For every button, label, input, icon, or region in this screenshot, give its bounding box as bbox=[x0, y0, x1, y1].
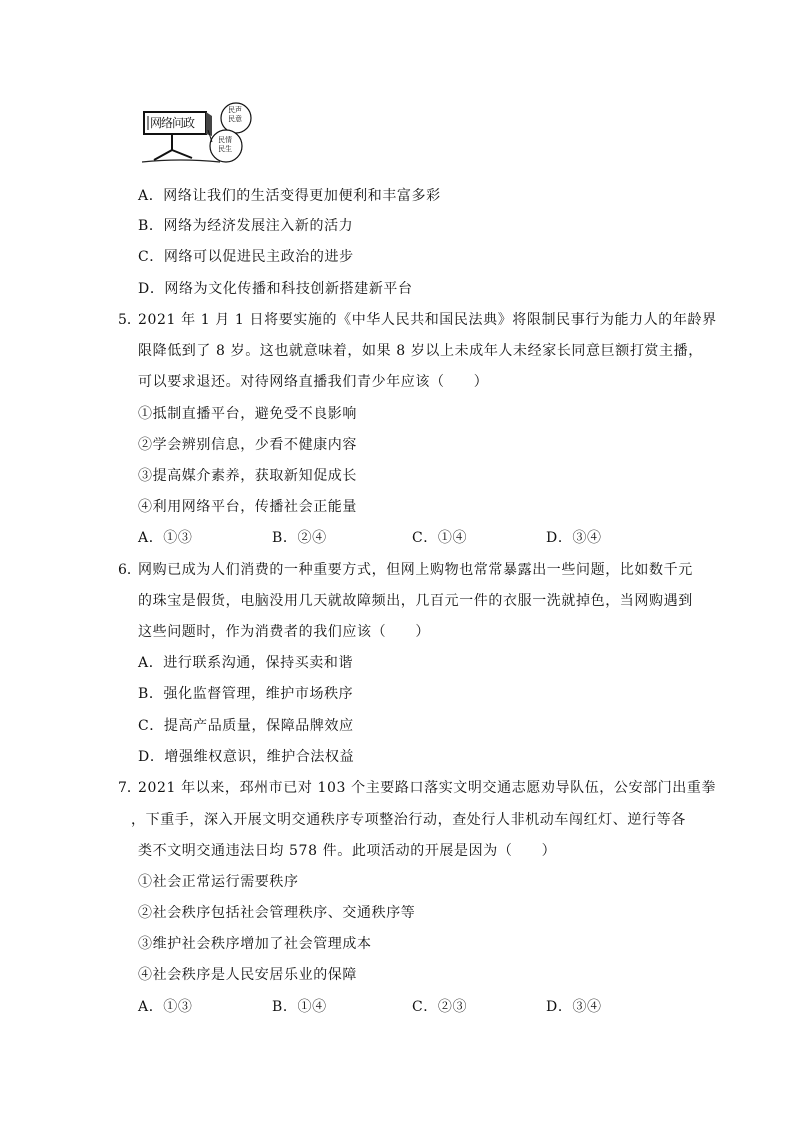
statement-2: ②社会秩序包括社会管理秩序、交通秩序等 bbox=[138, 905, 416, 921]
statement-4: ④利用网络平台，传播社会正能量 bbox=[138, 499, 357, 515]
question-text: ，下重手，深入开展文明交通秩序专项整治行动，查处行人非机动车闯红灯、逆行等各 bbox=[131, 812, 686, 828]
statement-2: ②学会辨别信息，少看不健康内容 bbox=[138, 437, 357, 453]
choice-d: D．③④ bbox=[546, 999, 602, 1015]
question-text: 的珠宝是假货，电脑没用几天就故障频出，几百元一件的衣服一洗就掉色，当网购遇到 bbox=[138, 593, 693, 609]
option-c: C．提高产品质量，保障品牌效应 bbox=[138, 718, 354, 734]
choice-b: B．②④ bbox=[272, 530, 327, 546]
option-b: B．强化监督管理，维护市场秩序 bbox=[138, 686, 354, 702]
cartoon-bubble-text: 民声民意 bbox=[228, 106, 242, 123]
statement-4: ④社会秩序是人民安居乐业的保障 bbox=[138, 967, 357, 983]
question-text: 网购已成为人们消费的一种重要方式，但网上购物也常常暴露出一些问题，比如数千元 bbox=[138, 562, 693, 578]
option-a: A．网络让我们的生活变得更加便利和丰富多彩 bbox=[138, 188, 441, 204]
question-text: 2021 年 1 月 1 日将要实施的《中华人民共和国民法典》将限制民事行为能力人的年龄界 bbox=[138, 312, 717, 328]
choice-b: B．①④ bbox=[272, 999, 327, 1015]
question-text: 类不文明交通违法日均 578 件。此项活动的开展是因为（ ） bbox=[138, 843, 557, 859]
option-c: C．网络可以促进民主政治的进步 bbox=[138, 249, 354, 265]
option-b: B．网络为经济发展注入新的活力 bbox=[138, 218, 354, 234]
statement-3: ③维护社会秩序增加了社会管理成本 bbox=[138, 936, 372, 952]
question-number: 5． bbox=[118, 312, 141, 328]
statement-1: ①抵制直播平台，避免受不良影响 bbox=[138, 406, 357, 422]
option-d: D．增强维权意识，维护合法权益 bbox=[138, 749, 355, 765]
cartoon-bubble-text: 民情民生 bbox=[218, 136, 232, 153]
choice-c: C．②③ bbox=[412, 999, 468, 1015]
statement-1: ①社会正常运行需要秩序 bbox=[138, 874, 299, 890]
question-text: 2021 年以来，邳州市已对 103 个主要路口落实文明交通志愿劝导队伍，公安部门出重拳 bbox=[138, 780, 717, 796]
cartoon-board-text: 网络问政 bbox=[150, 116, 195, 130]
choice-a: A．①③ bbox=[138, 530, 193, 546]
choice-d: D．③④ bbox=[546, 530, 602, 546]
question-text: 这些问题时，作为消费者的我们应该（ ） bbox=[138, 624, 430, 640]
choice-c: C．①④ bbox=[412, 530, 468, 546]
question-text: 限降低到了 8 岁。这也就意味着，如果 8 岁以上未成年人未经家长同意巨额打赏主播， bbox=[138, 343, 703, 359]
statement-3: ③提高媒介素养，获取新知促成长 bbox=[138, 468, 357, 484]
question-text: 可以要求退还。对待网络直播我们青少年应该（ ） bbox=[138, 374, 489, 390]
question-number: 7． bbox=[118, 780, 141, 796]
option-d: D．网络为文化传播和科技创新搭建新平台 bbox=[138, 281, 413, 297]
choice-a: A．①③ bbox=[138, 999, 193, 1015]
question-number: 6． bbox=[118, 562, 141, 578]
option-a: A．进行联系沟通，保持买卖和谐 bbox=[138, 655, 354, 671]
cartoon-illustration bbox=[140, 100, 260, 172]
